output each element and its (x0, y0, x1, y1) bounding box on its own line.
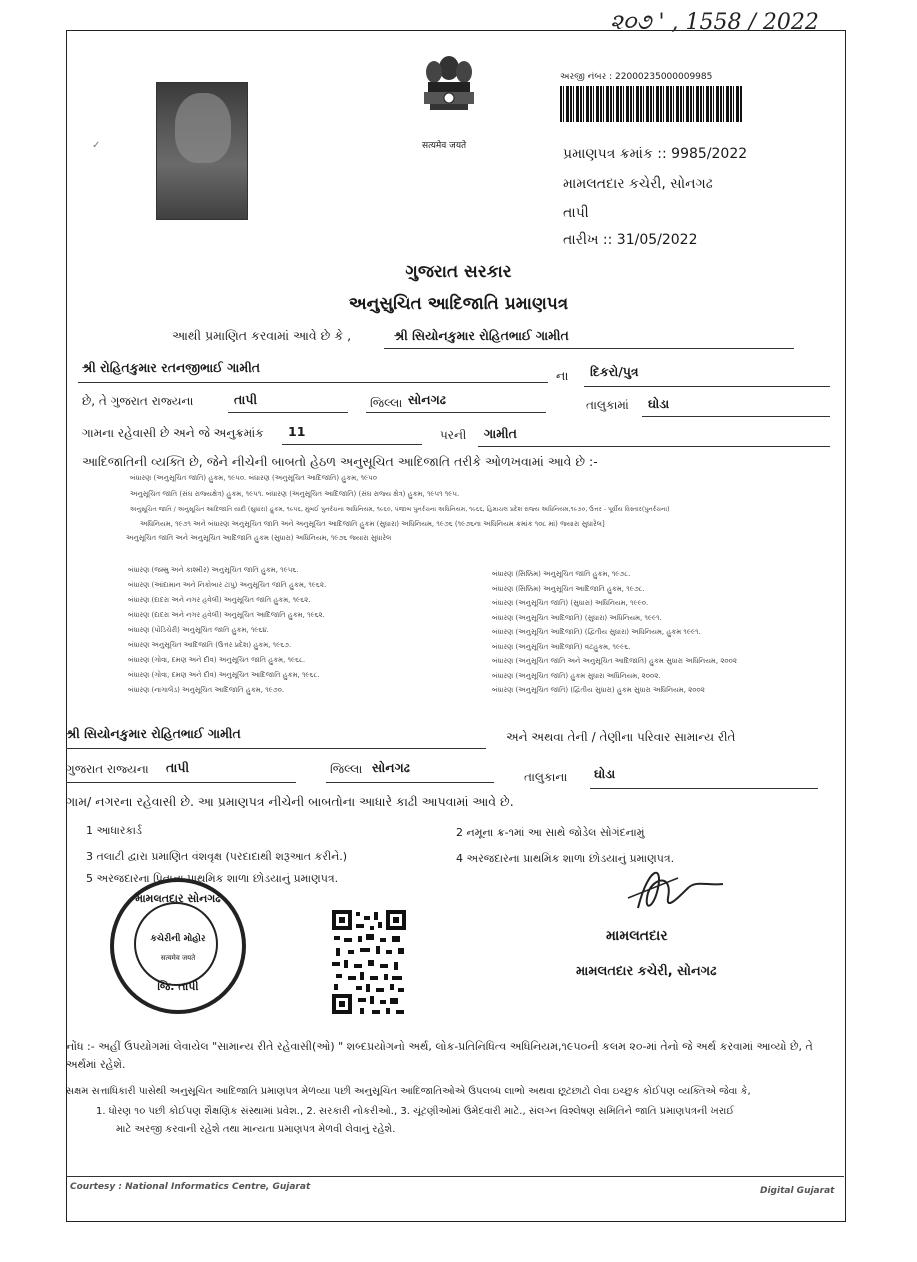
barcode (560, 86, 742, 122)
order-line: અનુસૂચિત જાતિ (સંઘ રાજ્યક્ષેત્ર) હુકમ, ૧૯૫૧. બંધારણ (અનુસૂચિત આદિજાતિ) (સંઘ રાજ્ય ક્ષેત્ર) હુકમ, ૧૯૫૧ ૧૯૫. (130, 490, 460, 498)
seal-center-text: કચેરીની મોહોર (150, 934, 206, 944)
family-text: અને અથવા તેની / તેણીના પરિવાર સામાન્ય રીતે (506, 730, 736, 744)
issuing-district: તાપી (563, 205, 589, 221)
res-taluka-label: તાલુકાના (524, 770, 568, 784)
order-left: બંધારણ અનુસૂચિત આદિજાતિ (ઉત્તર પ્રદેશ) હુકમ, ૧૯૬૭. (128, 641, 292, 649)
national-emblem-icon (418, 54, 480, 134)
district-value: સોનગઢ (408, 392, 446, 407)
footer-digital-gujarat: Digital Gujarat (760, 1186, 835, 1196)
note-line: સક્ષમ સત્તાધિકારી પાસેથી અનુસૂચિત આદિજાતિ પ્રમાણપત્ર મેળવ્યા પછી અનુસૂચિત આદિજાતિઓએ ઉપલબ્ધ લાભો અથવા છૂટછાટો લેવા ઇચ્છુક કોઈપણ વ્યક્તિએ જેવા કે, (66, 1086, 751, 1097)
order-right: બંધારણ (અનુસૂચિત જાતિ અને અનુસૂચિત આદિજાતિ) હુકમ સુધારા અધિનિયમ, ૨૦૦૨ (492, 657, 737, 665)
res-taluka-value: ઘોડા (594, 766, 616, 781)
state-district: તાપી (234, 392, 258, 407)
note-line: માટે અરજી કરવાની રહેશે તથા માન્યતા પ્રમાણપત્ર મેળવી લેવાનું રહેશે. (116, 1124, 396, 1135)
basis-item: 5 અરજદારના પિતાના પ્રાથમિક શાળા છોડયાનું પ્રમાણપત્ર. (86, 872, 339, 885)
res-district-value: સોનગઢ (372, 760, 410, 775)
order-line: અનુસૂચિત જાતિ / અનુસૂચિત આદિજાતિ યાદી (સુધારા) હુકમ, ૧૯૫૬, મુંબઈ પુનર્રચના અધિનિયમ, ૧૯૬૦, પંજાબ પુનર્રચના અધિનિયમ, ૧૯૬૬, હિમાચલ પ્રદેશ રાજ્ય અધિનિયમ,૧૯૭૦, ઉત્તર - પૂર્વીય વિસ્તાર(પુનર્રચના) (130, 506, 670, 513)
serial-number: 11 (288, 424, 306, 439)
seal-motto: सत्यमेव जयते (160, 954, 196, 962)
basis-item: 4 અરજદારના પ્રાથમિક શાળા છોડયાનું પ્રમાણપત્ર. (456, 852, 675, 865)
order-left: બંધારણ (નાગાલેંડ) અનુસૂચિત આદિજાતિ હુકમ, ૧૯૭૦. (128, 686, 285, 694)
order-left: બંધારણ (પોંડિચેરી) અનુસૂચિત જાતિ હુકમ, ૧૯૬૪. (128, 626, 269, 634)
order-right: બંધારણ (સિક્કિમ) અનુસૂચિત જાતિ હુકમ, ૧૯૭૮. (492, 570, 631, 578)
note-line: નોંધ :- અહીં ઉપયોગમાં લેવાયેલ "સામાન્ય રીતે રહેવાસી(ઓ) " શબ્દપ્રયોગનો અર્થ, લોક-પ્રતિનિધિત્વ અધિનિયમ,૧૯૫૦ની કલમ ૨૦-માં તેનો જે અર્થ કરવામાં આવ્યો છે, તે (66, 1040, 813, 1053)
order-right: બંધારણ (અનુસૂચિત આદિજાતિ) વટહુકમ, ૧૯૯૬. (492, 642, 631, 651)
certificate-number: પ્રમાણપત્ર ક્રમાંક :: 9985/2022 (563, 146, 748, 162)
signature (618, 858, 728, 922)
note-line: 1. ધોરણ ૧૦ પછી કોઈપણ શૈક્ષણિક સંસ્થામાં પ્રવેશ., 2. સરકારી નોકરીઓ., 3. ચૂંટણીઓમાં ઉમેદવારી માટે., સંલગ્ન વિશ્લેષણ સમિતિને જાતિ પ્રમાણપત્રની ખરાઈ (96, 1106, 735, 1117)
signatory-office: મામલતદાર કચેરી, સોનગઢ (576, 964, 717, 979)
order-line: અધિનિયમ, ૧૯૭૧ અને બંધારણ અનુસૂચિત જાતિ અને અનુસૂચિત આદિજાતિ હુકમ (સુધારા) અધિનિયમ, ૧૯૭૬ (૧૯૭૬ના અધિનિયમ ક્રમાંક ૧૦૮ માં) જ્યારા સુધારેલ] (140, 520, 605, 528)
father-name: શ્રી રોહિતકુમાર રતનજીભાઈ ગામીત (82, 360, 261, 375)
tribe-statement: આદિજાતિની વ્યક્તિ છે, જેને નીચેની બાબતો હેઠળ અનુસૂચિત આદિજાતિ તરીકે ઓળખવામાં આવે છે :- (82, 454, 598, 469)
order-right: બંધારણ (અનુસૂચિત આદિજાતિ) (સુધારા) અધિનિયમ, ૧૯૯૧. (492, 613, 662, 622)
order-right: બંધારણ (સિક્કિમ) અનુસૂચિત આદિજાતિ હુકમ, ૧૯૭૮. (492, 584, 645, 593)
orders-right (492, 570, 737, 701)
applicant-name: શ્રી સિયોનકુમાર રોહિતભાઈ ગામીત (394, 328, 569, 343)
order-right: બંધારણ (અનુસૂચિત જાતિ) હુકમ સુધારા અધિનિયમ, ૨૦૦૨. (492, 671, 661, 680)
emblem-caption: सत्यमेव जयते (422, 141, 467, 151)
government-title: ગુજરાત સરકાર (405, 262, 512, 282)
res-state-prefix: ગુજરાત રાજ્યના (66, 762, 149, 776)
order-line: અનુસૂચિત જાતિ અને અનુસૂચિત આદિજાતિ હુકમ (સુધારા) અધિનિયમ, ૧૯૭૬ જ્યારા સુધારેલ (126, 534, 392, 542)
official-seal (110, 878, 246, 1014)
footer-courtesy: Courtesy : National Informatics Centre, Gujarat (70, 1182, 311, 1192)
order-left: બંધારણ (જમ્મુ અને કાશ્મીર) અનુસૂચિત જાતિ હુકમ, ૧૯૫૬. (128, 566, 299, 574)
applicant-photo (156, 82, 248, 220)
basis-text: ગામ/ નગરના રહેવાસી છે. આ પ્રમાણપત્ર નીચેની બાબતોના આધારે કાઢી આપવામાં આવે છે. (66, 794, 514, 809)
basis-item: 1 આધારકાર્ડ (86, 824, 142, 837)
orders-left (128, 566, 326, 701)
order-right: બંધારણ (અનુસૂચિત જાતિ) (સુધારા) અધિનિયમ, ૧૯૯૦. (492, 599, 649, 607)
issuing-office: મામલતદાર કચેરી, સોનગઢ (563, 176, 713, 192)
certify-prefix: આથી પ્રમાણિત કરવામાં આવે છે કે , (172, 328, 352, 343)
district-label: જિલ્લા (370, 396, 403, 410)
seal-bottom-text: જિ. તાપી (157, 980, 199, 993)
note-line: અર્થમાં રહેશે. (66, 1058, 126, 1071)
order-left: બંધારણ (આંદામાન અને નિકોબાર ટાપુ) અનુસૂચિત જાતિ હુકમ, ૧૯૬૨. (128, 581, 327, 589)
order-line: બંધારણ (અનુસૂચિત જાતિ) હુકમ, ૧૯૫૦. બંધારણ (અનુસૂચિત આદિજાતિ) હુકમ, ૧૯૫૦ (130, 474, 377, 482)
village-prefix: ગામના રહેવાસી છે અને જે અનુક્રમાંક (82, 426, 264, 440)
certificate-title: અનુસુચિત આદિજાતિ પ્રમાણપત્ર (348, 294, 569, 314)
of-label: ના (556, 368, 569, 383)
order-left: બંધારણ (દાદરા અને નગર હવેલી) અનુસૂચિત જાતિ હુકમ, ૧૯૬૨. (128, 596, 311, 604)
tribe-name: ગામીત (484, 426, 517, 441)
res-state-district: તાપી (166, 760, 190, 775)
taluka-label: તાલુકામાં (586, 398, 629, 412)
order-right: બંધારણ (અનુસૂચિત આદિજાતિ) (દ્વિતીય સુધારા) અધિનિયમ, હુકમ ૧૯૯૧. (492, 628, 701, 636)
qr-code (330, 908, 408, 1018)
order-right: બંધારણ (અનુસૂચિત જાતિ) (દ્વિતીય સુધારા) હુકમ સુધારા અધિનિયમ, ૨૦૦૨ (492, 686, 705, 694)
order-left: બંધારણ (ગોવા, દમણ અને દીવ) અનુસૂચિત આદિજાતિ હુકમ, ૧૯૬૮. (128, 671, 320, 679)
application-number: અરજી નંબર : 22000235000009985 (560, 72, 713, 82)
issue-date: તારીખ :: 31/05/2022 (563, 232, 698, 248)
order-left: બંધારણ (ગોવા, દમણ અને દીવ) અનુસૂચિત જાતિ હુકમ, ૧૯૬૮. (128, 656, 306, 664)
photo-mark: ✓ (92, 140, 101, 151)
res-district-label: જિલ્લા (330, 762, 363, 776)
signatory-designation: મામલતદાર (606, 928, 668, 944)
relation: દિકરો/પુત્ર (590, 364, 639, 379)
taluka-value: ઘોડા (648, 396, 670, 411)
handwritten-reference: ૨૦૭ ' , 1558 / 2022 (610, 10, 819, 35)
par-label: પરની (440, 428, 467, 442)
state-prefix: છે, તે ગુજરાત રાજ્યના (82, 394, 194, 408)
basis-item: 2 નમૂના ક્ર-૧માં આ સાથે જોડેલ સોગંદનામું (456, 826, 645, 839)
order-left: બંધારણ (દાદરા અને નગર હવેલી) અનુસૂચિત આદિજાતિ હુકમ, ૧૯૬૨. (128, 611, 325, 619)
seal-top-text: મામલતદાર સોનગઢ (135, 892, 221, 905)
resident-name: શ્રી સિયોનકુમાર રોહિતભાઈ ગામીત (66, 726, 241, 741)
basis-item: 3 તલાટી દ્વારા પ્રમાણિત વંશવૃક્ષ (પરદાદાથી શરૂઆત કરીને.) (86, 850, 348, 863)
